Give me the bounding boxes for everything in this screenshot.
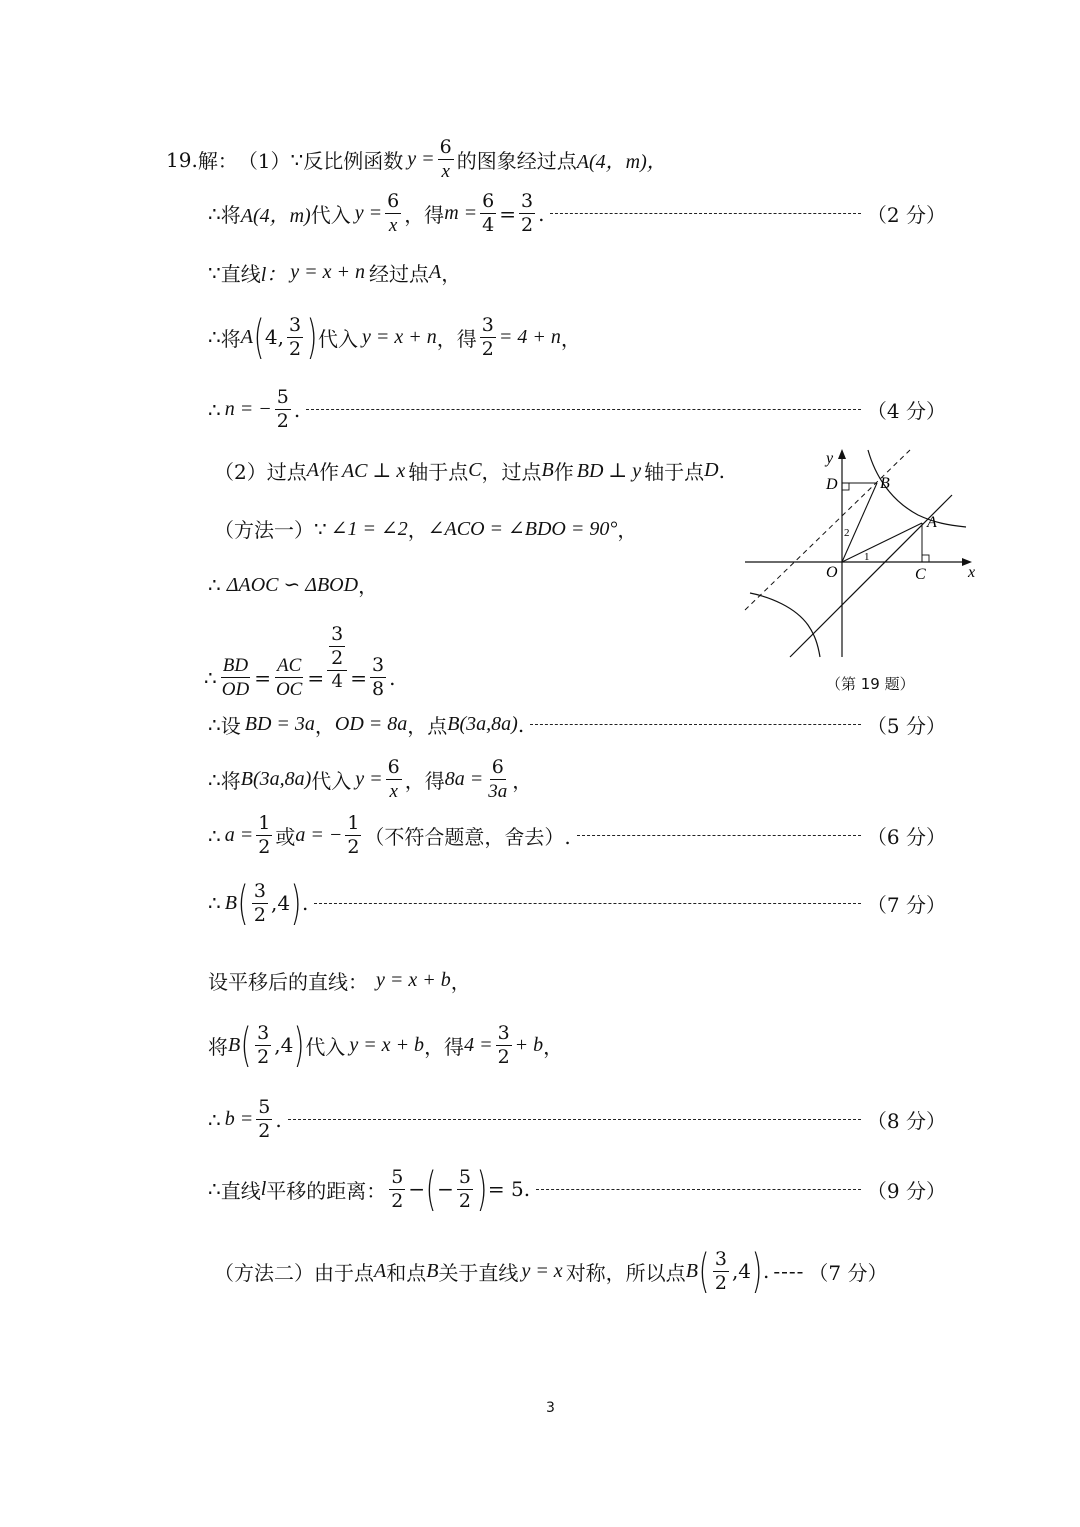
point-b: B: [685, 1259, 698, 1282]
coordinate: 4,: [264, 325, 284, 349]
text: （不符合题意，舍去）.: [364, 825, 571, 849]
score-leader: [536, 1189, 861, 1190]
right-paren: ): [306, 310, 318, 364]
left-paren: (: [425, 1162, 437, 1216]
problem-number: 19.: [166, 147, 198, 172]
equation: OD = 8a: [334, 713, 408, 735]
line-8: [208, 570, 378, 599]
therefore-symbol: ∴: [208, 712, 221, 737]
page-number: 3: [546, 1400, 555, 1416]
fraction: $\frac{3}{2}$: [481, 313, 494, 360]
line-13: [208, 876, 946, 930]
equals: =: [350, 665, 367, 690]
left-paren: (: [237, 876, 249, 930]
text: 将: [220, 769, 241, 793]
line-11: [208, 758, 532, 801]
comma: ，: [512, 769, 533, 793]
equation: BD ⊥ y: [576, 460, 642, 482]
therefore-symbol: ∴: [208, 201, 221, 226]
score-leader: [550, 213, 860, 214]
coordinate: ,4: [271, 891, 291, 915]
text: 的图象经过点: [456, 149, 577, 173]
label-o: O: [826, 564, 838, 581]
equation: ΔAOC ∽ ΔBOD: [226, 574, 359, 596]
label-angle-1: 1: [864, 551, 870, 563]
right-angle-d: [842, 483, 849, 490]
fraction: $\frac{6}{x}$: [439, 136, 452, 182]
minus: −: [408, 1177, 426, 1201]
equation: b =: [224, 1108, 254, 1130]
figure-caption: （第 19 题）: [826, 675, 915, 693]
equation: y = x + n: [362, 325, 437, 348]
y-axis-arrow: [838, 449, 846, 459]
point-b: B: [228, 1033, 241, 1056]
point-a: A(4，m)，: [576, 151, 667, 173]
text: 反比例函数: [303, 149, 404, 173]
fraction: $\frac{5}{2}$: [258, 1096, 271, 1142]
equation: ∠ACO = ∠BDO = 90°: [427, 518, 618, 540]
point-b: B(3a,8a): [240, 768, 312, 790]
fraction: $\frac{6}{x}$: [387, 190, 400, 236]
line-l: l: [260, 1177, 267, 1200]
score-leader: [306, 409, 861, 410]
line-1: [166, 138, 667, 181]
equation: m =: [444, 202, 478, 224]
equation: BD = 3a: [244, 713, 315, 735]
text: 代入: [318, 326, 359, 351]
segment-oa: [842, 523, 922, 562]
text: ，得: [436, 326, 477, 351]
score: （5 分）: [866, 714, 946, 738]
fraction: $\frac{3}{2}$: [714, 1247, 727, 1294]
fraction: $\frac{BD}{OD}$: [221, 655, 250, 700]
point-b: B: [426, 1259, 439, 1282]
comma: ，: [560, 326, 581, 351]
because-symbol: ∵: [290, 147, 304, 172]
therefore-symbol: ∴: [208, 891, 221, 915]
period: .: [389, 665, 396, 690]
left-paren: (: [240, 1018, 252, 1072]
equation: y = x + n: [290, 261, 366, 283]
line-2: [208, 192, 946, 235]
part-1-label: （1）: [237, 149, 291, 173]
label-c: C: [915, 566, 926, 583]
solve-label: 解：: [197, 149, 238, 173]
line-14: [208, 966, 471, 995]
comma: ，: [314, 714, 335, 738]
label-y: y: [826, 450, 834, 467]
period: .: [763, 1259, 770, 1283]
segment-ob: [842, 483, 877, 562]
therefore-symbol: ∴: [208, 572, 221, 597]
point-a: A: [429, 261, 442, 283]
equation: a = −: [295, 824, 343, 846]
point-b: B: [224, 891, 237, 914]
text: ，点: [407, 714, 448, 738]
text: ，得: [404, 203, 445, 227]
score: （7 分）: [808, 1260, 888, 1285]
fraction: $\frac{3}{8}$: [371, 654, 385, 700]
fraction: $\frac{6}{x}$: [387, 756, 400, 802]
equation: 4 =: [464, 1033, 493, 1056]
text: （方法二）由于点: [214, 1260, 374, 1285]
equation: y =: [355, 768, 383, 790]
text: 作: [553, 460, 574, 484]
label-x: x: [968, 564, 976, 581]
equals: =: [499, 201, 516, 226]
period: .: [538, 201, 545, 226]
line-3: [208, 258, 461, 287]
text: 作: [318, 460, 339, 484]
fraction: $\frac{6}{4}$: [482, 190, 495, 236]
line-9: [204, 616, 395, 699]
text: ，过点: [481, 460, 542, 484]
point-a: A: [306, 459, 319, 481]
coordinate: ,4: [274, 1033, 294, 1057]
line-16: [208, 1098, 946, 1141]
text: 关于直线: [438, 1260, 519, 1285]
score-leader: [288, 1119, 861, 1120]
text: 和点: [386, 1260, 427, 1285]
because-symbol: ∵: [314, 516, 327, 541]
point-d: D: [704, 459, 719, 481]
fraction: $\frac{AC}{OC}$: [275, 655, 303, 700]
text: 经过点: [369, 262, 430, 286]
therefore-symbol: ∴: [204, 665, 217, 690]
right-paren: ): [290, 876, 302, 930]
therefore-symbol: ∴: [208, 325, 221, 349]
therefore-symbol: ∴: [208, 823, 221, 848]
fraction: $\frac{5}{2}$: [391, 1165, 404, 1212]
therefore-symbol: ∴: [208, 1177, 221, 1201]
text: 轴于点: [408, 460, 469, 484]
coordinate: ,4: [731, 1259, 752, 1283]
line-18: [214, 1244, 946, 1298]
text: 对称，所以点: [565, 1260, 686, 1285]
line-12: [208, 814, 946, 857]
fraction: $\frac{3}{2}$: [289, 313, 302, 360]
therefore-symbol: ∴: [208, 1107, 221, 1132]
score-leader: [577, 835, 861, 836]
text: 代入: [311, 769, 352, 793]
score-leader: [314, 903, 861, 904]
figure-19: [740, 445, 980, 665]
period: .: [275, 1107, 282, 1132]
right-angle-c: [922, 555, 929, 562]
line-6: [214, 456, 725, 485]
point-a: A(4，m): [240, 205, 311, 227]
equation: = 4 + n: [498, 325, 561, 348]
therefore-symbol: ∴: [208, 767, 221, 792]
text: 将: [220, 326, 241, 351]
label-a: A: [927, 514, 937, 531]
line-15: [208, 1018, 564, 1072]
equation: a =: [224, 824, 254, 846]
period: .: [302, 891, 309, 915]
text: （方法一）: [214, 518, 314, 542]
label-angle-2: 2: [844, 527, 850, 539]
score: （7 分）: [866, 892, 946, 917]
text: 将: [220, 203, 241, 227]
minus: −: [437, 1177, 454, 1201]
text: 直线: [220, 262, 261, 286]
point-b: B(3a,8a): [447, 713, 518, 735]
comma: ，: [358, 574, 379, 598]
equation: y = x + b: [349, 1033, 425, 1056]
period: .: [517, 712, 525, 737]
fraction: $\frac{5}{2}$: [276, 386, 289, 432]
fraction: $\frac{3}{2}$: [497, 1021, 510, 1068]
equation: AC ⊥ x: [341, 460, 406, 482]
dashed-line: [745, 450, 910, 610]
score: （2 分）: [866, 203, 946, 227]
because-symbol: ∵: [208, 260, 221, 285]
fraction: $\frac{5}{2}$: [458, 1165, 471, 1212]
point-c: C: [468, 459, 482, 481]
equation: y = x + b: [376, 969, 451, 991]
score: （4 分）: [866, 399, 946, 423]
text: 平移的距离：: [266, 1178, 387, 1203]
comma: ，: [450, 970, 471, 994]
fraction: $\frac{6}{3a}$: [488, 756, 508, 802]
line-4: [208, 310, 581, 364]
score: （6 分）: [866, 825, 946, 849]
equation: ∠1 = ∠2: [330, 518, 408, 540]
point-a: A: [240, 325, 253, 348]
text: 设平移后的直线：: [208, 970, 368, 994]
score: （8 分）: [866, 1109, 946, 1133]
fraction: $\frac{3}{2}$: [521, 190, 534, 236]
line-10: [208, 710, 946, 739]
text: （2）过点: [214, 460, 307, 484]
right-paren: ): [751, 1244, 763, 1298]
point-a: A: [374, 1259, 387, 1282]
text: 设: [220, 714, 241, 738]
right-paren: ): [476, 1162, 488, 1216]
therefore-symbol: ∴: [208, 397, 221, 422]
equals: =: [307, 665, 325, 690]
line-7: [214, 514, 637, 543]
left-paren: (: [698, 1244, 710, 1298]
text: 将: [208, 1034, 228, 1059]
hyperbola-branch-2: [750, 593, 820, 657]
comma: ，: [407, 518, 428, 542]
equation: + b: [514, 1033, 544, 1056]
equation: y =: [354, 202, 383, 224]
text: ，得: [404, 769, 445, 793]
right-paren: ): [293, 1018, 305, 1072]
text: 代入: [310, 203, 351, 227]
line-17: [208, 1162, 946, 1216]
point-b: B: [541, 459, 554, 481]
period: .: [523, 1177, 531, 1201]
equals: =: [254, 665, 271, 690]
period: .: [718, 458, 725, 483]
text: 或: [275, 825, 296, 849]
equation: = 5: [487, 1177, 524, 1201]
period: .: [293, 397, 301, 422]
text: ，得: [424, 1034, 465, 1059]
label-d: D: [826, 476, 838, 493]
label-b: B: [880, 475, 890, 492]
line-5: [208, 388, 946, 431]
equation: n = −: [224, 398, 272, 420]
fraction: $\frac{1}{2}$: [347, 812, 360, 858]
text: 轴于点: [644, 460, 705, 484]
score-leader: ----: [773, 1259, 805, 1283]
compound-fraction: $\frac{\frac{3}{2}}{4}$: [327, 625, 347, 691]
score-leader: [530, 724, 861, 725]
fraction: $\frac{3}{2}$: [253, 879, 266, 926]
equation: y = x: [521, 1259, 563, 1282]
comma: ，: [617, 518, 638, 542]
text: 代入: [305, 1034, 346, 1059]
score: （9 分）: [866, 1178, 946, 1203]
fraction: $\frac{3}{2}$: [257, 1021, 270, 1068]
comma: ，: [441, 262, 462, 286]
left-paren: (: [253, 310, 265, 364]
text: 直线: [220, 1178, 261, 1203]
equation: y =: [407, 148, 435, 170]
equation: 8a =: [444, 768, 484, 790]
line-l: l：: [260, 264, 287, 286]
comma: ，: [543, 1034, 564, 1059]
fraction: $\frac{1}{2}$: [258, 812, 271, 858]
